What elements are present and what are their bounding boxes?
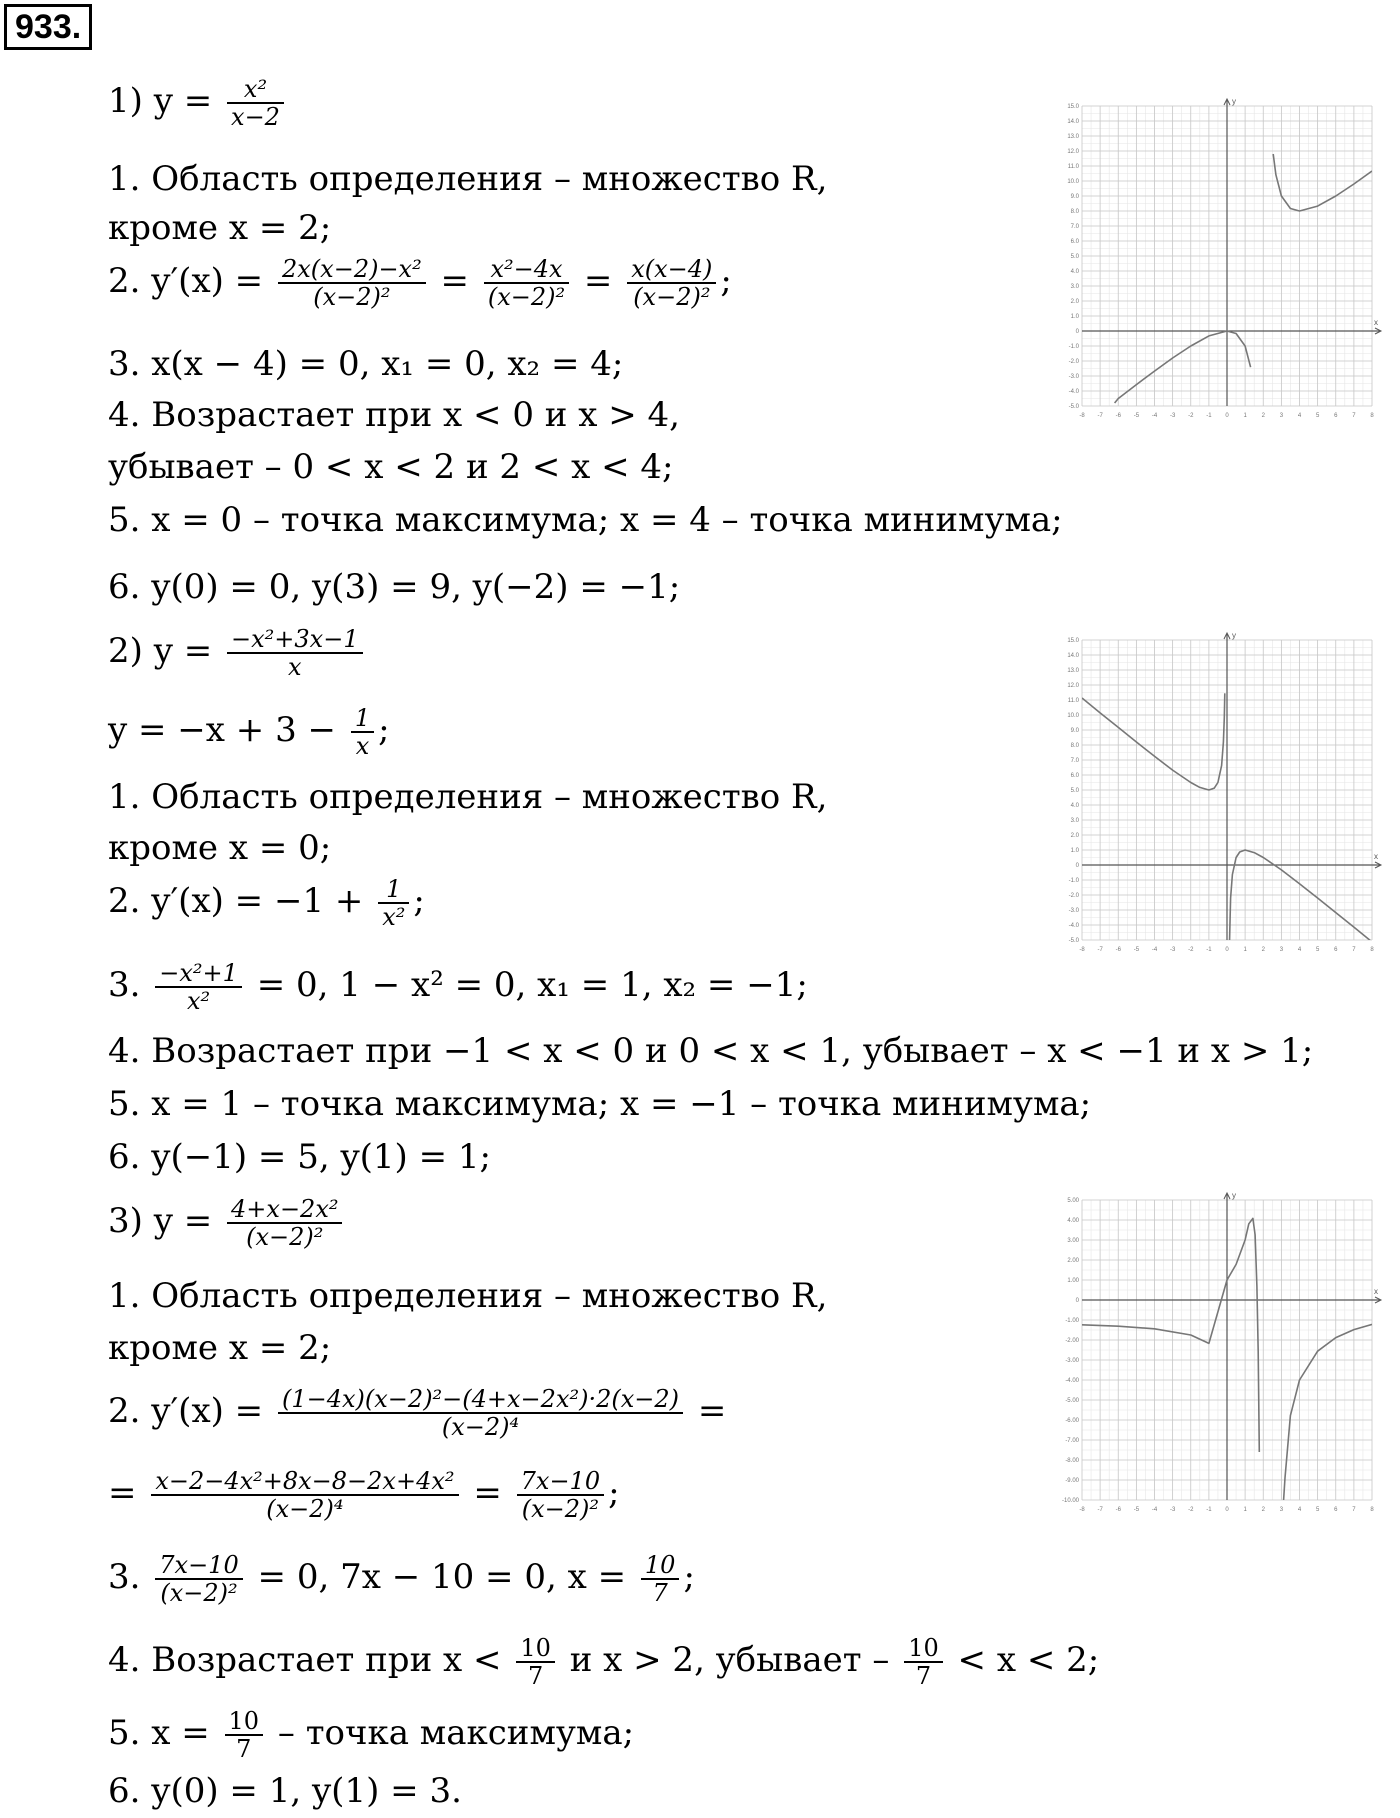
x-tick-label: -7 bbox=[1097, 413, 1103, 419]
y-tick-label: 5.00 bbox=[1067, 1198, 1079, 1204]
y-tick-label: -7.00 bbox=[1065, 1438, 1079, 1444]
x-tick-label: 5 bbox=[1315, 413, 1320, 419]
x-tick-label: -8 bbox=[1079, 1507, 1085, 1513]
x-tick-label: 5 bbox=[1315, 1507, 1320, 1513]
y-tick-label: 4.00 bbox=[1067, 1218, 1079, 1224]
y-tick-label: 3.0 bbox=[1070, 818, 1079, 824]
x-tick-label: -1 bbox=[1206, 413, 1212, 419]
y-tick-label: 6.0 bbox=[1070, 773, 1079, 779]
part2-domain-exclusion: кроме x = 0; bbox=[108, 828, 332, 868]
y-tick-label: -5.0 bbox=[1068, 938, 1079, 944]
x-tick-label: 7 bbox=[1352, 1507, 1356, 1513]
problem-number: 933. bbox=[4, 4, 92, 50]
x-tick-label: -6 bbox=[1115, 947, 1121, 953]
part2-critical-points: 3. $\frac{\text{−x²+1}}{\text{x²}}$ = 0, 1 − x² = 0, x₁ = 1, x₂ = −1; bbox=[108, 959, 808, 1015]
y-tick-label: -3.0 bbox=[1068, 374, 1079, 380]
y-tick-label: 4.0 bbox=[1070, 803, 1079, 809]
x-tick-label: 7 bbox=[1352, 413, 1356, 419]
curve-branch-2 bbox=[1228, 850, 1372, 960]
y-tick-label: 5.0 bbox=[1070, 254, 1079, 260]
x-tick-label: -6 bbox=[1115, 413, 1121, 419]
x-tick-label: -1 bbox=[1206, 947, 1212, 953]
x-tick-label: -7 bbox=[1097, 947, 1103, 953]
curve-branch-2 bbox=[1284, 1324, 1372, 1500]
curve-branch-1 bbox=[1115, 331, 1251, 403]
x-tick-label: 2 bbox=[1261, 947, 1265, 953]
x-tick-label: 8 bbox=[1370, 413, 1374, 419]
part1-critical-points: 3. x(x − 4) = 0, x₁ = 0, x₂ = 4; bbox=[108, 344, 624, 384]
y-tick-label: 13.0 bbox=[1067, 668, 1079, 674]
x-tick-label: 8 bbox=[1370, 947, 1374, 953]
y-tick-label: 0 bbox=[1075, 329, 1079, 335]
x-tick-label: 7 bbox=[1352, 947, 1356, 953]
part2-extrema: 5. x = 1 – точка максимума; x = −1 – точка минимума; bbox=[108, 1084, 1092, 1124]
y-tick-label: 11.0 bbox=[1067, 698, 1079, 704]
y-tick-label: -4.0 bbox=[1068, 389, 1079, 395]
part1-header: 1) y = $\frac{\text{x²}}{x-2}$ bbox=[108, 76, 288, 130]
x-tick-label: -7 bbox=[1097, 1507, 1103, 1513]
x-tick-label: -2 bbox=[1188, 413, 1194, 419]
part1-derivative: 2. y′(x) = $\frac{\text{2x(x−2)−x²}}{\text{(x−2)²}}$ = $\frac{\text{x²−4x}}{\text{(x−2)²}}$ = $\frac{x(x-4)}{\text{(x−2)²}}$ ; bbox=[108, 255, 732, 311]
x-tick-label: 1 bbox=[1243, 1507, 1247, 1513]
y-tick-label: 2.0 bbox=[1070, 299, 1079, 305]
x-tick-label: -5 bbox=[1133, 1507, 1140, 1513]
y-tick-label: -3.0 bbox=[1068, 908, 1079, 914]
x-tick-label: 3 bbox=[1279, 1507, 1284, 1513]
part2-header: 2) y = $\frac{\text{−x²+3x−1}}{x}$ bbox=[108, 626, 367, 680]
part2-values: 6. y(−1) = 5, y(1) = 1; bbox=[108, 1137, 492, 1177]
part3-domain: 1. Область определения – множество R, bbox=[108, 1276, 828, 1316]
y-tick-label: 7.0 bbox=[1070, 224, 1079, 230]
x-axis-label: x bbox=[1374, 318, 1378, 327]
y-tick-label: 3.0 bbox=[1070, 284, 1079, 290]
x-tick-label: 1 bbox=[1243, 947, 1247, 953]
y-tick-label: 5.0 bbox=[1070, 788, 1079, 794]
y-axis-label: y bbox=[1232, 1191, 1236, 1200]
curve-branch-2 bbox=[1273, 154, 1372, 211]
y-axis-label: y bbox=[1232, 631, 1236, 640]
x-tick-label: 4 bbox=[1297, 1507, 1302, 1513]
y-tick-label: 0 bbox=[1075, 1298, 1079, 1304]
part3-critical-points: 3. $\frac{7x-10}{\text{(x−2)²}}$ = 0, 7x − 10 = 0, x = $\frac{10}{7}$ ; bbox=[108, 1551, 695, 1607]
y-tick-label: -2.00 bbox=[1065, 1338, 1079, 1344]
y-tick-label: -8.00 bbox=[1065, 1458, 1079, 1464]
x-tick-label: 1 bbox=[1243, 413, 1247, 419]
x-tick-label: 5 bbox=[1315, 947, 1320, 953]
x-tick-label: 3 bbox=[1279, 947, 1284, 953]
y-tick-label: 1.00 bbox=[1067, 1278, 1079, 1284]
y-tick-label: 15.0 bbox=[1067, 638, 1079, 644]
graph-part2 bbox=[1056, 630, 1386, 960]
y-tick-label: 4.0 bbox=[1070, 269, 1079, 275]
x-tick-label: 2 bbox=[1261, 413, 1265, 419]
x-tick-label: 0 bbox=[1225, 947, 1229, 953]
part2-monotonicity: 4. Возрастает при −1 < x < 0 и 0 < x < 1, убывает – x < −1 и x > 1; bbox=[108, 1031, 1314, 1071]
y-tick-label: -3.00 bbox=[1065, 1358, 1079, 1364]
x-tick-label: -5 bbox=[1133, 947, 1140, 953]
x-tick-label: 6 bbox=[1334, 1507, 1338, 1513]
y-tick-label: -6.00 bbox=[1065, 1418, 1079, 1424]
x-tick-label: 0 bbox=[1225, 413, 1229, 419]
y-tick-label: 11.0 bbox=[1067, 164, 1079, 170]
y-axis-label: y bbox=[1232, 97, 1236, 106]
y-tick-label: 3.00 bbox=[1067, 1238, 1079, 1244]
x-axis-label: x bbox=[1374, 852, 1378, 861]
y-tick-label: -1.00 bbox=[1065, 1318, 1079, 1324]
y-tick-label: 1.0 bbox=[1070, 314, 1079, 320]
part1-extrema: 5. x = 0 – точка максимума; x = 4 – точка минимума; bbox=[108, 500, 1063, 540]
y-tick-label: -10.00 bbox=[1061, 1498, 1079, 1504]
y-tick-label: -2.0 bbox=[1068, 359, 1079, 365]
x-tick-label: 4 bbox=[1297, 413, 1302, 419]
x-axis-label: x bbox=[1374, 1287, 1378, 1296]
y-tick-label: 1.0 bbox=[1070, 848, 1079, 854]
part3-extrema: 5. x = $\frac{10}{7}$ – точка максимума; bbox=[108, 1707, 635, 1763]
part2-derivative: 2. y′(x) = −1 + $\frac{1}{\text{x²}}$ ; bbox=[108, 875, 425, 931]
graph-part3 bbox=[1056, 1190, 1386, 1520]
y-tick-label: 9.0 bbox=[1070, 728, 1079, 734]
y-tick-label: 2.00 bbox=[1067, 1258, 1079, 1264]
y-tick-label: -2.0 bbox=[1068, 893, 1079, 899]
part3-header: 3) y = $\frac{\text{4+x−2x²}}{\text{(x−2)²}}$ bbox=[108, 1196, 346, 1250]
x-tick-label: -2 bbox=[1188, 947, 1194, 953]
x-tick-label: 6 bbox=[1334, 947, 1338, 953]
y-tick-label: 14.0 bbox=[1067, 119, 1079, 125]
x-tick-label: -3 bbox=[1169, 413, 1176, 419]
part1-domain-exclusion: кроме x = 2; bbox=[108, 208, 332, 248]
y-tick-label: 12.0 bbox=[1067, 149, 1079, 155]
x-tick-label: -3 bbox=[1169, 947, 1176, 953]
y-tick-label: 10.0 bbox=[1067, 179, 1079, 185]
part2-simplified: y = −x + 3 − $\frac{1}{x}$ ; bbox=[108, 704, 390, 760]
x-tick-label: -4 bbox=[1151, 947, 1158, 953]
part1-domain: 1. Область определения – множество R, bbox=[108, 159, 828, 199]
part1-increasing: 4. Возрастает при x < 0 и x > 4, bbox=[108, 395, 680, 435]
x-tick-label: 6 bbox=[1334, 413, 1338, 419]
y-tick-label: 15.0 bbox=[1067, 104, 1079, 110]
y-tick-label: -5.00 bbox=[1065, 1398, 1079, 1404]
curve-branch-1 bbox=[1082, 1218, 1259, 1452]
y-tick-label: -4.00 bbox=[1065, 1378, 1079, 1384]
part3-derivative: 2. y′(x) = $\frac{\text{(1−4x)(x−2)²−(4+x−2x²)·2(x−2)}}{\text{(x−2)⁴}}$ = bbox=[108, 1385, 727, 1441]
x-tick-label: -4 bbox=[1151, 1507, 1158, 1513]
y-tick-label: 7.0 bbox=[1070, 758, 1079, 764]
x-tick-label: -2 bbox=[1188, 1507, 1194, 1513]
x-tick-label: 8 bbox=[1370, 1507, 1374, 1513]
x-tick-label: -6 bbox=[1115, 1507, 1121, 1513]
graph-part1 bbox=[1056, 96, 1386, 426]
part3-monotonicity: 4. Возрастает при x < $\frac{10}{7}$ и x > 2, убывает – $\frac{10}{7}$ < x < 2; bbox=[108, 1634, 1100, 1690]
x-tick-label: 4 bbox=[1297, 947, 1302, 953]
y-tick-label: 0 bbox=[1075, 863, 1079, 869]
part3-derivative-simplified: = $\frac{\text{x−2−4x²+8x−8−2x+4x²}}{\text{(x−2)⁴}}$ = $\frac{7x-10}{\text{(x−2)²}}$ ; bbox=[108, 1467, 620, 1523]
part2-domain: 1. Область определения – множество R, bbox=[108, 777, 828, 817]
y-tick-label: 12.0 bbox=[1067, 683, 1079, 689]
x-tick-label: -4 bbox=[1151, 413, 1158, 419]
y-tick-label: 9.0 bbox=[1070, 194, 1079, 200]
y-tick-label: -4.0 bbox=[1068, 923, 1079, 929]
part1-values: 6. y(0) = 0, y(3) = 9, y(−2) = −1; bbox=[108, 567, 681, 607]
x-tick-label: 2 bbox=[1261, 1507, 1265, 1513]
x-tick-label: -8 bbox=[1079, 413, 1085, 419]
x-tick-label: -3 bbox=[1169, 1507, 1176, 1513]
y-tick-label: 10.0 bbox=[1067, 713, 1079, 719]
y-tick-label: -5.0 bbox=[1068, 404, 1079, 410]
y-tick-label: 13.0 bbox=[1067, 134, 1079, 140]
y-tick-label: 8.0 bbox=[1070, 743, 1079, 749]
y-tick-label: 14.0 bbox=[1067, 653, 1079, 659]
x-tick-label: -8 bbox=[1079, 947, 1085, 953]
x-tick-label: -5 bbox=[1133, 413, 1140, 419]
part1-decreasing: убывает – 0 < x < 2 и 2 < x < 4; bbox=[108, 447, 674, 487]
y-tick-label: -1.0 bbox=[1068, 878, 1079, 884]
y-tick-label: 8.0 bbox=[1070, 209, 1079, 215]
part3-domain-exclusion: кроме x = 2; bbox=[108, 1328, 332, 1368]
y-tick-label: -9.00 bbox=[1065, 1478, 1079, 1484]
curve-branch-1 bbox=[1082, 693, 1225, 790]
x-tick-label: -1 bbox=[1206, 1507, 1212, 1513]
part3-values: 6. y(0) = 1, y(1) = 3. bbox=[108, 1771, 462, 1811]
x-tick-label: 3 bbox=[1279, 413, 1284, 419]
x-tick-label: 0 bbox=[1225, 1507, 1229, 1513]
y-tick-label: -1.0 bbox=[1068, 344, 1079, 350]
y-tick-label: 2.0 bbox=[1070, 833, 1079, 839]
y-tick-label: 6.0 bbox=[1070, 239, 1079, 245]
